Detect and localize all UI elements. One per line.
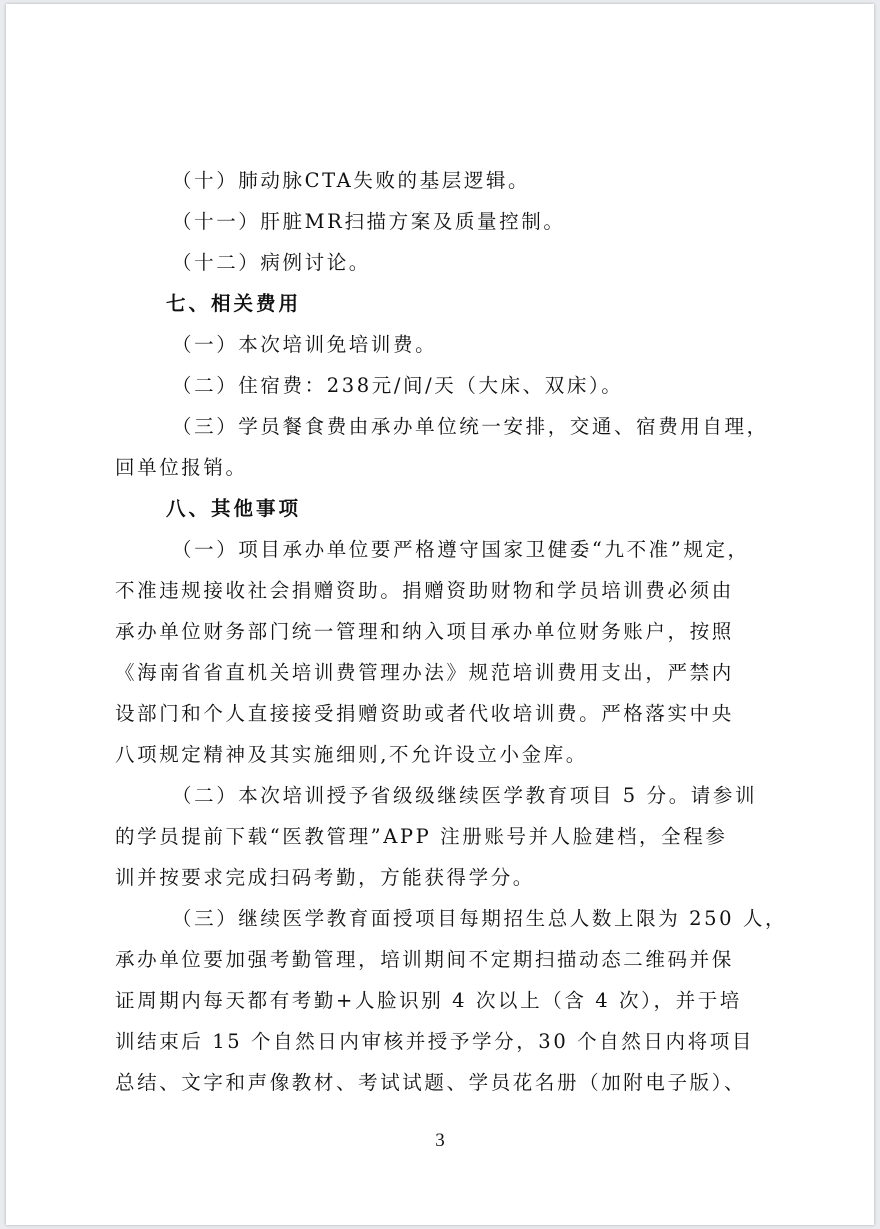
text-line: （一）本次培训免培训费。	[172, 333, 438, 356]
text-line: 总结、文字和声像教材、考试试题、学员花名册（加附电子版）、	[115, 1071, 747, 1094]
text-line: （三）学员餐食费由承办单位统一安排，交通、宿费用自理，	[172, 415, 769, 438]
text-line: 证周期内每天都有考勤+人脸识别 4 次以上（含 4 次），并于培	[115, 989, 742, 1012]
text-line: 回单位报销。	[115, 456, 248, 479]
text-line: （一）项目承办单位要严格遵守国家卫健委“九不准”规定，	[172, 538, 750, 561]
section-heading: 七、相关费用	[166, 292, 302, 315]
section-heading: 八、其他事项	[166, 497, 302, 520]
text-line: （二）本次培训授予省级级继续医学教育项目 5 分。请参训	[172, 784, 758, 807]
page-number: 3	[435, 1130, 445, 1151]
document-page	[6, 4, 874, 1225]
text-line: 训并按要求完成扫码考勤，方能获得学分。	[115, 866, 535, 889]
text-line: （十二）病例讨论。	[172, 251, 371, 274]
text-line: 承办单位要加强考勤管理，培训期间不定期扫描动态二维码并保	[115, 948, 734, 971]
text-line: 承办单位财务部门统一管理和纳入项目承办单位财务账户，按照	[115, 620, 734, 643]
text-line: 《海南省省直机关培训费管理办法》规范培训费用支出，严禁内	[115, 661, 734, 684]
text-line: 设部门和个人直接接受捐赠资助或者代收培训费。严格落实中央	[115, 702, 734, 725]
text-line: （三）继续医学教育面授项目每期招生总人数上限为 250 人，	[172, 907, 788, 930]
text-line: 的学员提前下载“医教管理”APP 注册账号并人脸建档，全程参	[115, 825, 728, 848]
text-line: （十）肺动脉CTA失败的基层逻辑。	[172, 169, 531, 192]
text-line: 训结束后 15 个自然日内审核并授予学分，30 个自然日内将项目	[115, 1030, 754, 1053]
text-line: （十一）肝脏MR扫描方案及质量控制。	[172, 210, 566, 233]
text-line: （二）住宿费：238元/间/天（大床、双床）。	[172, 374, 624, 397]
text-line: 八项规定精神及其实施细则,不允许设立小金库。	[115, 743, 588, 766]
text-line: 不准违规接收社会捐赠资助。捐赠资助财物和学员培训费必须由	[115, 579, 734, 602]
